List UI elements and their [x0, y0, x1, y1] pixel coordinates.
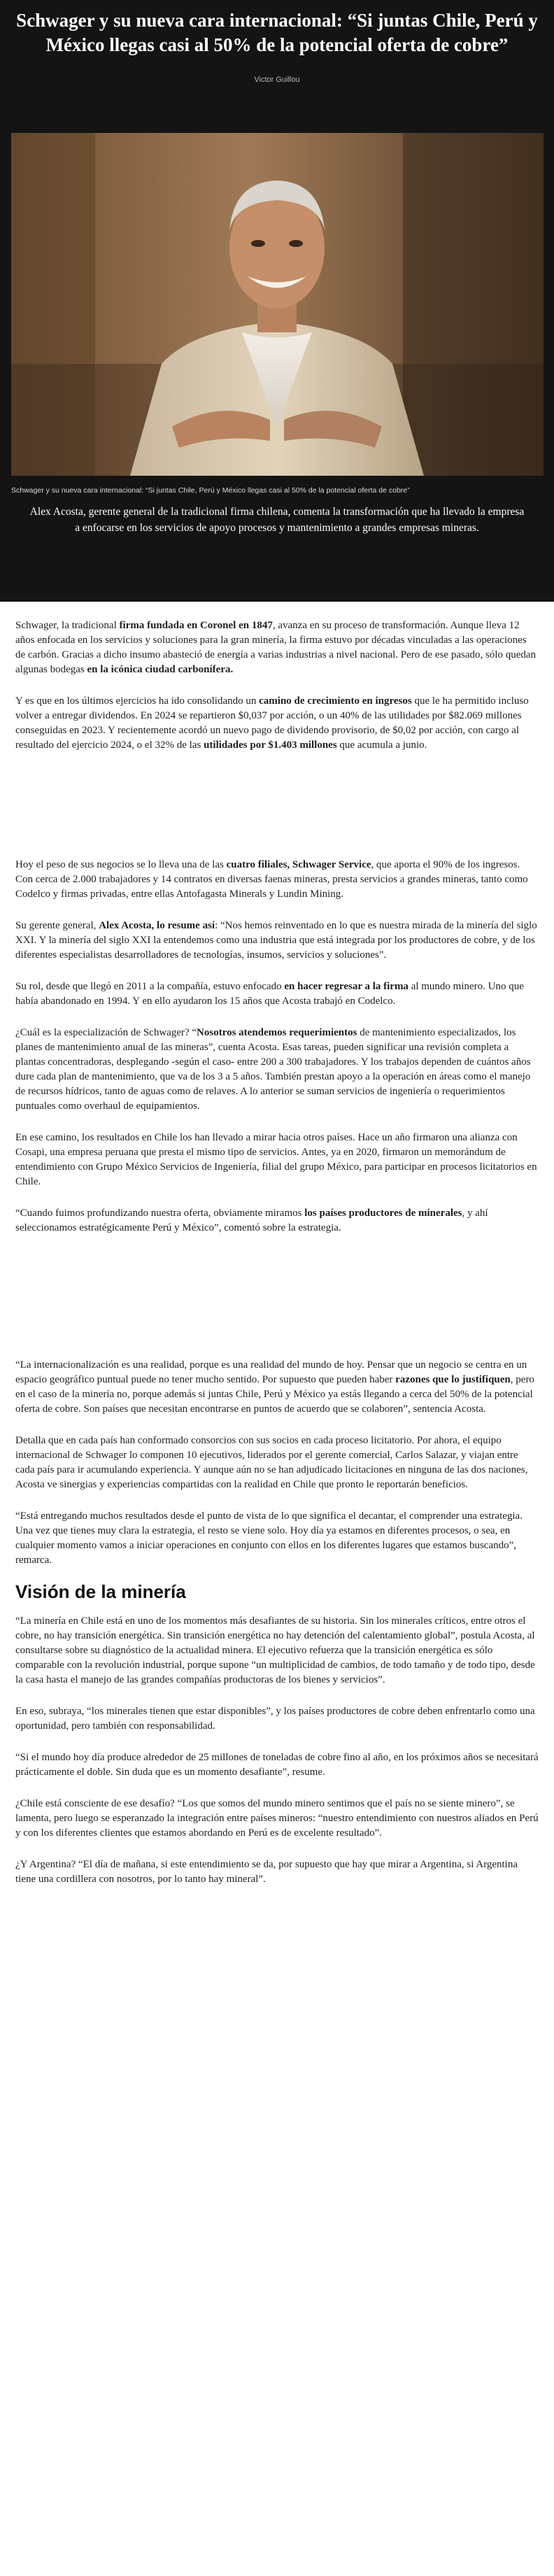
section-heading: Visión de la minería [15, 1581, 186, 1602]
paragraph-8: “Cuando fuimos profundizando nuestra oferta, obviamente miramos los países productores de minerales, y ahí seleccionamos estratégicamente Perú y México”, comentó sobre la estrategia. [15, 1208, 488, 1233]
author-byline[interactable]: Victor Guillou [254, 76, 300, 84]
photo-caption: Schwager y su nueva cara internacional: “Si juntas Chile, Perú y México llegas casi al 50% de la potencial oferta de cobre” [11, 486, 410, 495]
paragraph-3: Hoy el peso de sus negocios se lo lleva una de las cuatro filiales, Schwager Service, que aporta el 90% de los ingresos. Con cerca de 2.000 trabajadores y 14 contratos en diversas faenas mineras, presta servicios a grandes mineras, tanto como Codelco y firmas privadas, entre ellas Antofagasta Minerals y Lundin Mining. [15, 859, 528, 900]
ad-space [15, 1236, 539, 1358]
paragraph-5: Su rol, desde que llegó en 2011 a la compañía, estuvo enfocado en hacer regresar a la firma al mundo minero. Uno que había abandonado en 1994. Y en ello ayudaron los 15 años que Acosta trabajó en Codelco. [15, 981, 524, 1007]
paragraph-12: “La minería en Chile está en uno de los momentos más desafiantes de su historia. Sin los minerales críticos, entre otros el cobre, no hay transición energética. Sin transición energética no hay detención del calentamiento global”, postula Acosta, al consultarse sobre su diagnóstico de la actualidad minera. El ejecutivo refuerza que la transición energética es sólo comparable con la revolución industrial, porque supone “un multiplicidad de cambios, de todo tamaño y de todo tipo, desde la casa hasta el manejo de las grandes compañías productoras de los bienes y servicios”. [15, 1615, 535, 1685]
paragraph-1: Schwager, la tradicional firma fundada en Coronel en 1847, avanza en su proceso de transformación. Aunque lleva 12 años enfocada en los servicios y soluciones para la gran minería, la firma estuvo por décadas vinculadas a las operaciones de carbón. Gracias a dicho insumo abasteció de energía a varias industrias a nivel nacional. Pero de ese pasado, sólo quedan algunas bodegas en la icónica ciudad carbonífera. [15, 620, 537, 675]
paragraph-6: ¿Cuál es la especialización de Schwager? “Nosotros atendemos requerimientos de mantenimiento especializados, los planes de mantenimiento anual de las mineras”, cuenta Acosta. Esas tareas, pueden significar una revisión completa a plantas concentradoras, desplegando -según el caso- entre 200 a 300 trabajadores. Y los trabajos dependen de cuántos años dure cada plan de mantenimiento, que va de los 3 a 5 años. También prestan apoyo a la operación en áreas como el manejo de recursos hídricos, tanto de aguas como de relaves. A lo anterior se suman servicios de ingeniería o requerimientos puntuales como overhaul de equipamientos. [15, 1027, 531, 1112]
paragraph-10: Detalla que en cada país han conformado consorcios con sus socios en cada proceso licitatorio. Por ahora, el equipo internacional de Schwager lo componen 10 ejecutivos, liderados por el gerente comercial, Carlos Salazar, y viajan entre cada país para ir acumulando experiencia. Y aunque aún no se han adjudicado licitaciones en ninguna de las dos naciones, Acosta ve sinergias y experiencias compartidas con la realidad en Chile que pronto le reportarán beneficios. [15, 1435, 528, 1490]
paragraph-11: “Está entregando muchos resultados desde el punto de vista de lo que significa el decantar, el comprender una estrategia. Una vez que tienes muy clara la estrategia, el resto se viene solo. Hoy día ya estamos en diferentes procesos, o sea, en cualquier momento vamos a iniciar operaciones en conjunto con ellos en los diferentes lugares que estamos buscando”, remarca. [15, 1510, 523, 1566]
hero-photo [11, 133, 544, 476]
paragraph-9: “La internacionalización es una realidad, porque es una realidad del mundo de hoy. Pensar que un negocio se centra en un espacio geográfico puntual puede no tener mucho sentido. Por supuesto que pueden haber razones que lo justifiquen, pero en el caso de la minería no, porque además si juntas Chile, Perú y México ya estás llegando a cerca del 50% de la potencial oferta de cobre. Son países que necesitan encontrarse en puntos de acuerdo que se colaboren”, sentencia Acosta. [15, 1359, 534, 1415]
ad-space [15, 753, 539, 858]
article-summary: Alex Acosta, gerente general de la tradicional firma chilena, comenta la transformación que ha llevado la empresa a enfocarse en los servicios de apoyo procesos y mantenimiento a grandes empresas mineras. [29, 506, 525, 534]
article-hero [0, 0, 554, 602]
paragraph-7: En ese camino, los resultados en Chile los han llevado a mirar hacia otros países. Hace un año firmaron una alianza con Cosapi, una empresa peruana que presta el mismo tipo de servicios. Antes, ya en 2020, firmaron un memorándum de entendimiento con Grupo México Servicios de Ingeniería, filial del grupo México, para participar en procesos licitatorios en Chile. [15, 1132, 537, 1187]
paragraph-13: En eso, subraya, “los minerales tienen que estar disponibles”, y los países productores de cobre deben enfrentarlo como una oportunidad, pero también con responsabilidad. [15, 1706, 535, 1732]
paragraph-16: ¿Y Argentina? “El día de mañana, si este entendimiento se da, por supuesto que hay que mirar a Argentina, si Argentina tiene una cordillera con nosotros, por lo tanto hay mineral”. [15, 1859, 518, 1885]
paragraph-14: “Si el mundo hoy día produce alrededor de 25 millones de toneladas de cobre fino al año, en los próximos años se necesitará prácticamente el doble. Sin duda que es un momento desafiante”, resume. [15, 1752, 539, 1778]
paragraph-2: Y es que en los últimos ejercicios ha ido consolidando un camino de crecimiento en ingresos que le ha permitido incluso volver a entregar dividendos. En 2024 se repartieron $0,037 por acción, o un 40% de las utilidades por $82.069 millones conseguidas en 2023. Y recientemente acordó un nuevo pago de dividendo provisorio, de $0,02 por acción, con cargo al resultado del ejercicio 2024, o el 32% de las utilidades por $1.403 millones que acumula a junio. [15, 695, 529, 751]
headline: Schwager y su nueva cara internacional: “Si juntas Chile, Perú y México llegas casi al 50% de la potencial oferta de cobre” [16, 10, 538, 55]
paragraph-15: ¿Chile está consciente de ese desafío? “Los que somos del mundo minero sentimos que el país no se siente minero”, se lamenta, pero luego se esperanzado la integración entre países mineros: “nuestro entendimiento con nuestros aliados en Perú y con los diferentes clientes que estamos abordando en Perú es de excelente resultado”. [15, 1798, 539, 1839]
portrait-image [11, 133, 544, 476]
article-body [0, 602, 554, 1894]
paragraph-4: Su gerente general, Alex Acosta, lo resume así: “Nos hemos reinventado en lo que es nuestra mirada de la minería del siglo XXI. Y la minería del siglo XXI la entendemos como una industria que está integrada por los productores de cobre, y de los diferentes especialistas desarrolladores de tecnologías, insumos, servicios y soluciones”. [15, 920, 537, 961]
